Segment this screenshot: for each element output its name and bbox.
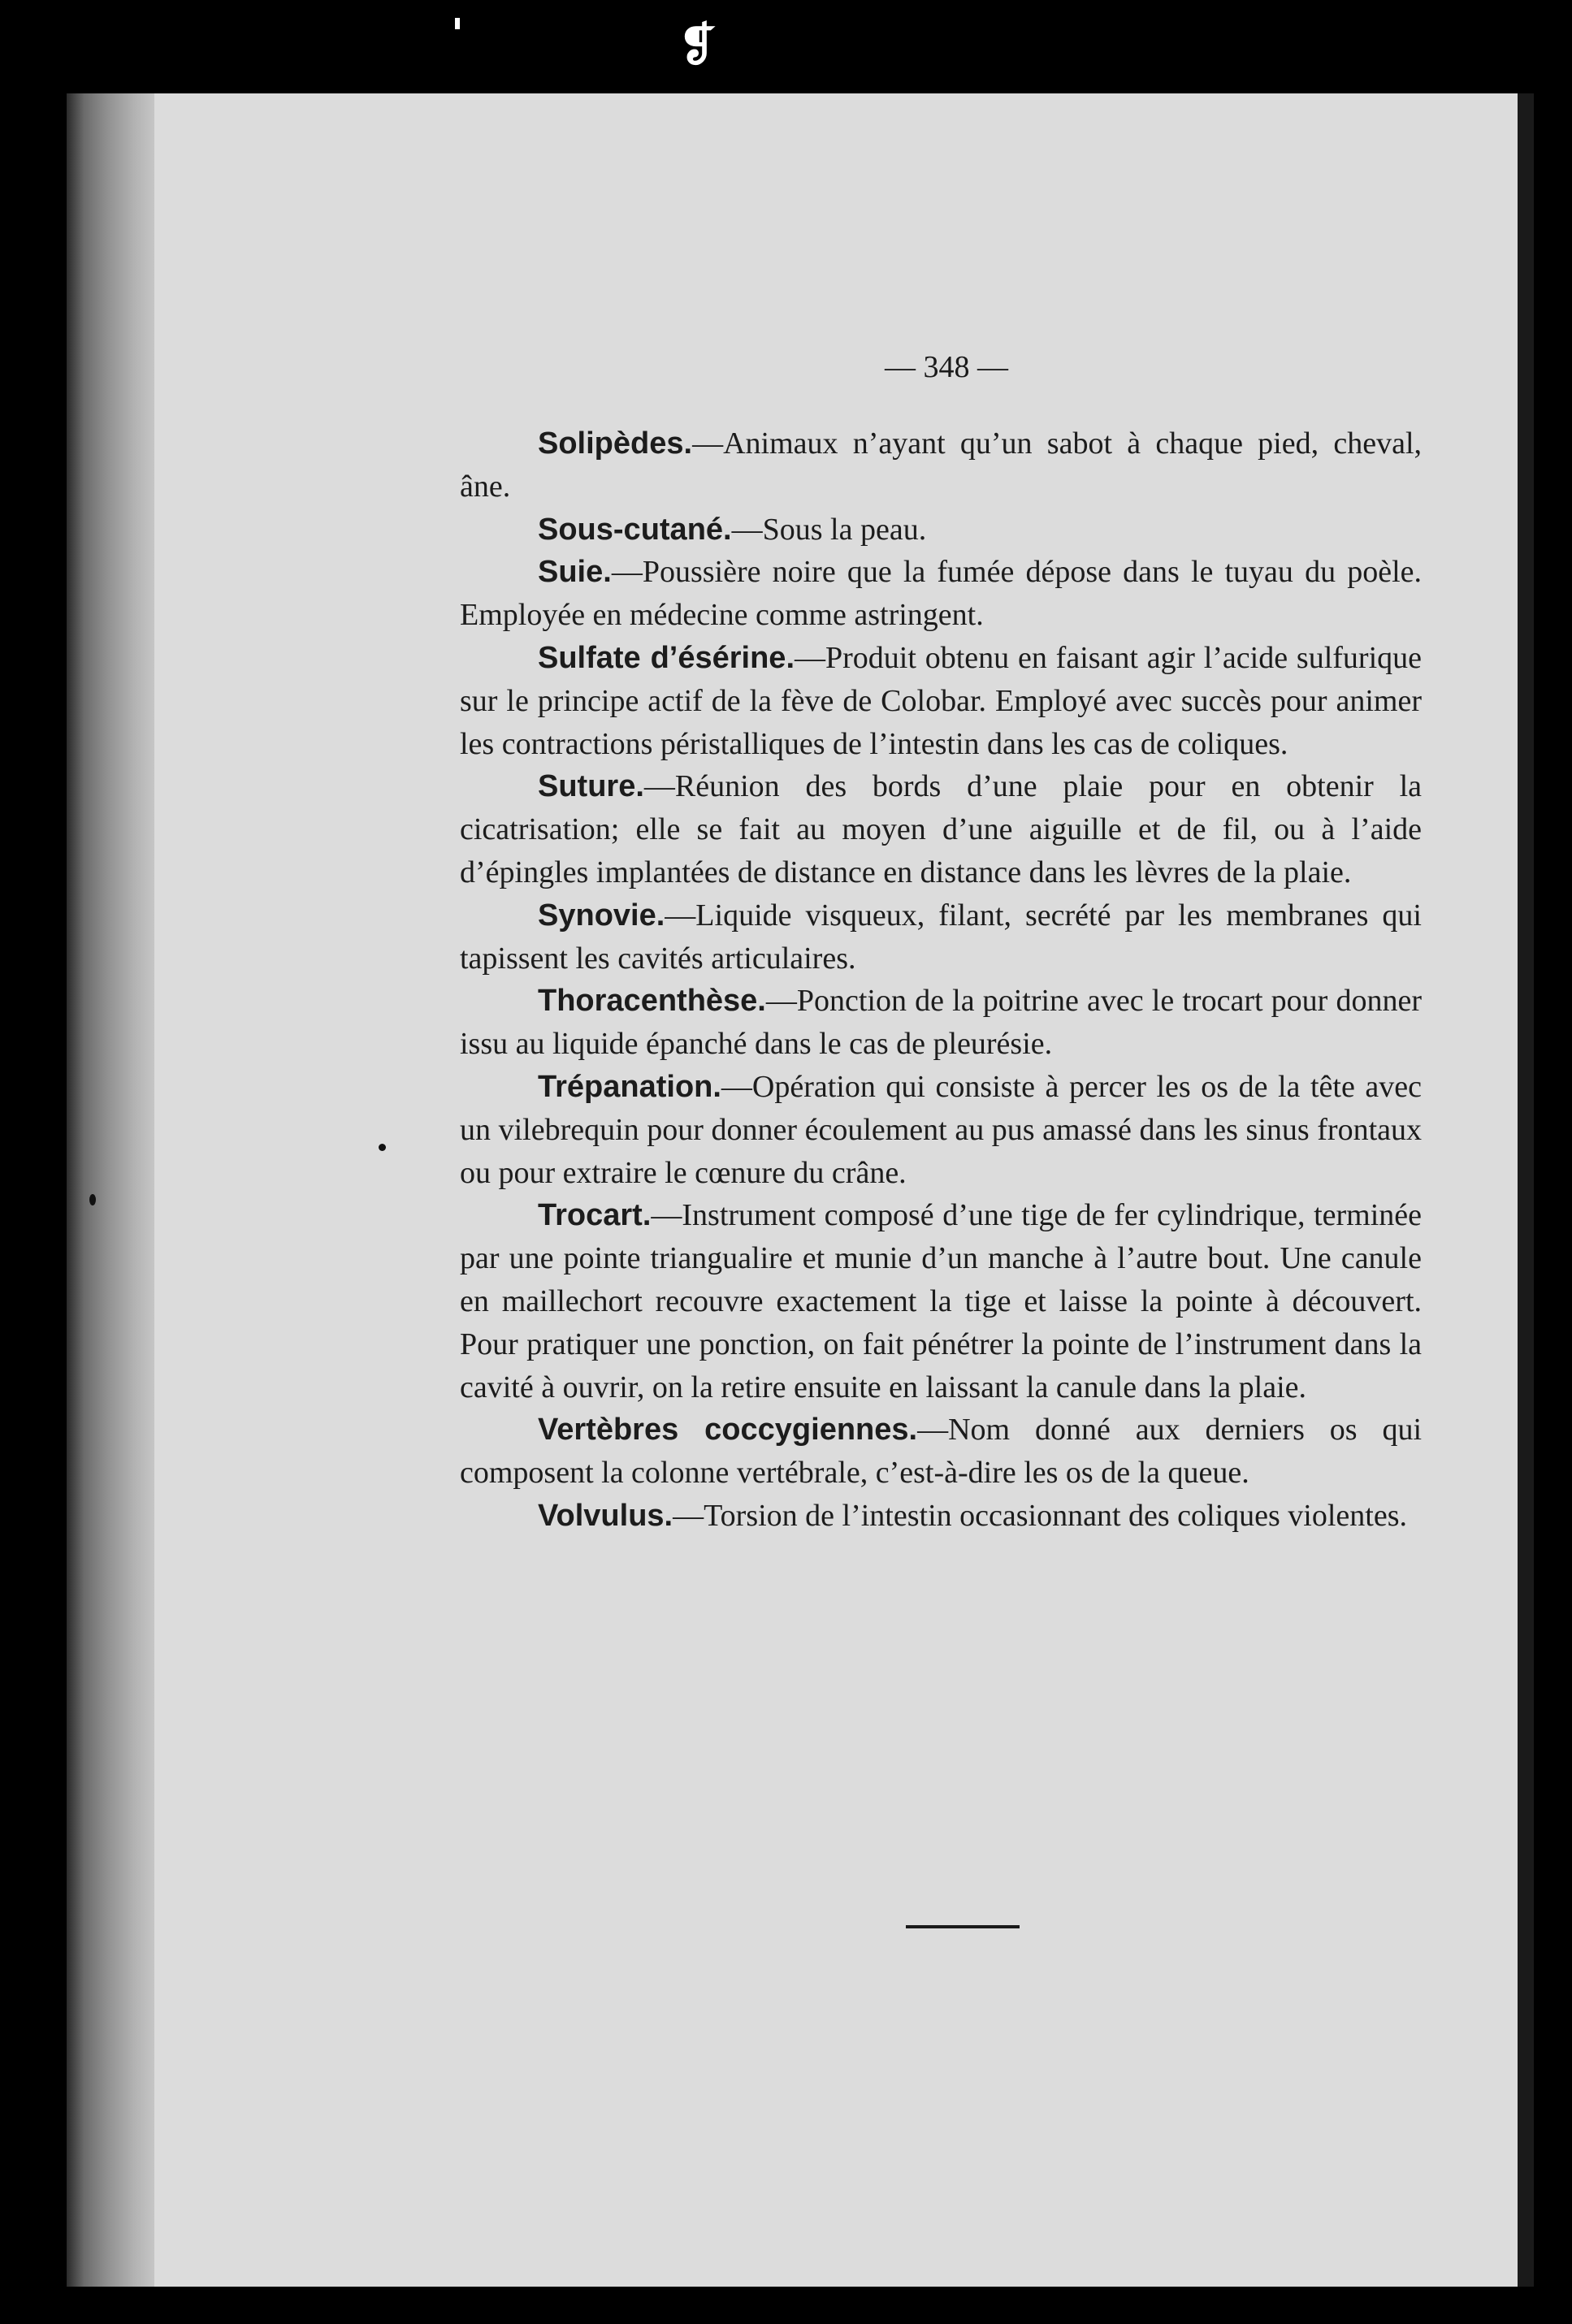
entry-definition: —Nom donné aux derniers os qui composent la colonne vertébrale, c’est-à-dire les os de la queue. [460, 1413, 1422, 1491]
entry-term: Suie. [538, 555, 612, 590]
page-number: — 348 — [885, 350, 1008, 384]
entry-definition: —Opération qui consiste à percer les os de la tête avec un vilebrequin pour donner écoulement au pus amassé dans les sinus frontaux ou pour extraire le cœnure du crâne. [460, 1069, 1422, 1190]
glossary-entry [460, 765, 1422, 894]
glossary-entry [460, 980, 1422, 1066]
entry-definition: —Instrument composé d’une tige de fer cylindrique, terminée par une pointe triangualire et munie d’un manche à l’autre bout. Une canule en maillechort recouvre exactement la tige et laisse la pointe à découvert. Pour pratiquer une ponction, on fait pénétrer la pointe de l’instrument dans la cavité à ouvrir, on la retire ensuite en laissant la canule dans la plaie. [460, 1198, 1422, 1404]
glossary-text [460, 422, 1422, 1538]
entry-term: Volvulus. [538, 1498, 673, 1533]
scan-mark: ❡ [678, 18, 717, 71]
entry-term: Suture. [538, 769, 644, 804]
scan-speck [455, 18, 460, 29]
glossary-entry [460, 509, 1422, 552]
glossary-entry [460, 1409, 1422, 1495]
entry-definition: —Liquide visqueux, filant, secrété par les membranes qui tapissent les cavités articulaires. [460, 898, 1422, 976]
page-right-edge [1518, 93, 1534, 2287]
entry-definition: —Produit obtenu en faisant agir l’acide sulfurique sur le principe actif de la fève de Colobar. Employé avec succès pour animer les contractions péristalliques de l’intestin dans les cas de coliques. [460, 640, 1422, 761]
glossary-entry [460, 894, 1422, 980]
entry-term: Vertèbres coccygiennes. [538, 1413, 918, 1448]
entry-term: Thoracenthèse. [538, 984, 766, 1019]
glossary-entry [460, 551, 1422, 637]
entry-term: Synovie. [538, 898, 665, 933]
glossary-entry [460, 1194, 1422, 1409]
entry-definition: —Ponction de la poitrine avec le trocart pour donner issu au liquide épanché dans le cas de pleurésie. [460, 984, 1422, 1062]
entry-term: Trocart. [538, 1198, 652, 1233]
entry-definition: —Réunion des bords d’une plaie pour en obtenir la cicatrisation; elle se fait au moyen d’une aiguille et de fil, ou à l’aide d’épingles implantées de distance en distance dans les lèvres de la plaie. [460, 769, 1422, 889]
glossary-entry [460, 637, 1422, 765]
glossary-entry [460, 1066, 1422, 1194]
entry-definition: —Animaux n’ayant qu’un sabot à chaque pied, cheval, âne. [460, 426, 1422, 504]
glossary-entry [460, 1495, 1422, 1538]
scan-speck [89, 1194, 96, 1205]
end-rule [906, 1925, 1020, 1928]
entry-definition: —Sous la peau. [731, 512, 927, 547]
entry-definition: —Poussière noire que la fumée dépose dans le tuyau du poèle. Employée en médecine comme astringent. [460, 555, 1422, 633]
entry-term: Sous-cutané. [538, 512, 732, 547]
glossary-entry [460, 422, 1422, 509]
book-spine-edge [67, 93, 164, 2287]
scan-speck [379, 1144, 386, 1151]
entry-term: Sulfate d’ésérine. [538, 640, 795, 675]
entry-definition: —Torsion de l’intestin occasionnant des coliques violentes. [673, 1498, 1407, 1533]
entry-term: Trépanation. [538, 1069, 721, 1104]
entry-term: Solipèdes. [538, 426, 693, 461]
